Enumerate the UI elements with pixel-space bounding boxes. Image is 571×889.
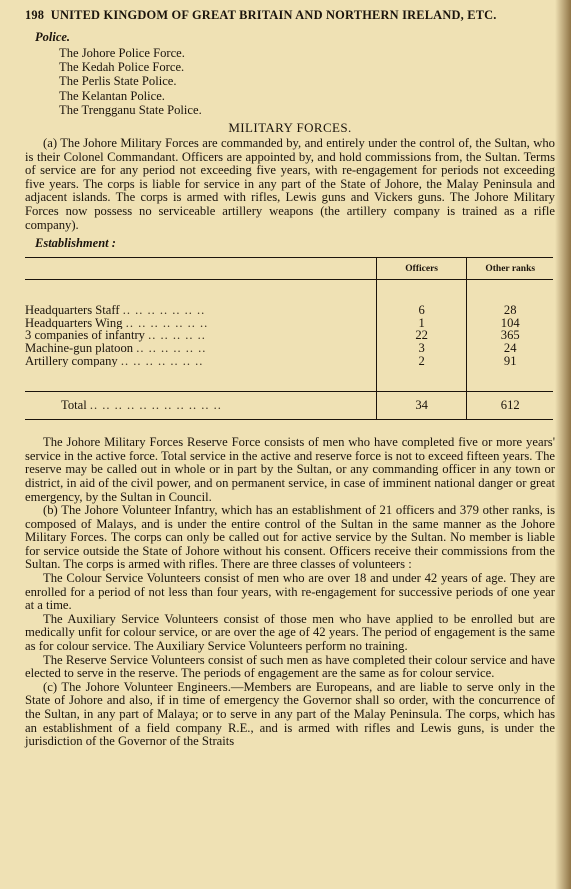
police-list: [59, 46, 555, 117]
table-cell-total-officers: 34: [376, 392, 467, 420]
list-item: The Kelantan Police.: [59, 88, 165, 103]
police-heading: Police.: [35, 30, 71, 44]
table-row: [25, 317, 553, 330]
table-cell-total-label: Total .. .. .. .. .. .. .. .. .. .. ..: [25, 392, 376, 420]
table-header-row: [25, 258, 553, 280]
table-cell-unit: Headquarters Wing .. .. .. .. .. .. ..: [25, 316, 209, 330]
auxiliary-service-paragraph: The Auxiliary Service Volunteers consist of those men who have applied to be enrolled but are medically unfit for colour service, or are over the age of 42 years. The period of engagement is the same as for colour service. The Auxiliary Service Volunteers perform no training.: [25, 611, 555, 654]
table-cell-other-ranks: 91: [467, 355, 553, 368]
page-edge-shadow: [555, 0, 571, 889]
military-heading: MILITARY FORCES.: [228, 120, 352, 136]
table-spacer: [25, 367, 553, 392]
table-cell-officers: 2: [376, 355, 467, 368]
table-row: [25, 355, 553, 368]
colour-service-paragraph: The Colour Service Volunteers consist of men who are over 18 and under 42 years of age. They are enrolled for a period of not less than four years, with re-engagement for successive periods of one year at a time.: [25, 571, 555, 613]
table-cell-unit: Artillery company .. .. .. .. .. .. ..: [25, 354, 204, 368]
table-cell-total-other-ranks: 612: [467, 392, 553, 420]
table-cell-unit: Machine-gun platoon .. .. .. .. .. ..: [25, 341, 207, 355]
table-cell-officers: 6: [376, 304, 467, 317]
table-cell-other-ranks: 24: [467, 342, 553, 355]
list-item: The Perlis State Police.: [59, 74, 177, 89]
paragraph-c: (c) The Johore Volunteer Engineers.—Members are Europeans, and are liable to serve only in the State of Johore and also, if in time of emergency the Governor shall so order, with the concurrence of the Sultan, in any part of Malaya; or to serve in any part of the Malay Peninsula. The corps, which has an establishment of a field company R.E., and is armed with rifles and Lewis guns, is under the jurisdiction of the Governor of the Straits: [25, 679, 555, 749]
table-header-officers: Officers: [376, 258, 467, 280]
table-row: [25, 342, 553, 355]
running-title: UNITED KINGDOM OF GREAT BRITAIN AND NORTHERN IRELAND, ETC.: [50, 8, 497, 22]
table-spacer: [25, 280, 553, 305]
establishment-label: Establishment :: [35, 236, 116, 251]
table-cell-other-ranks: 365: [467, 329, 553, 342]
table-row: [25, 304, 553, 317]
reserve-service-paragraph: The Reserve Service Volunteers consist of such men as have completed their colour service and have elected to serve in the reserve. The periods of engagement are the same as for colour service.: [25, 652, 555, 681]
page-number: 198: [25, 8, 45, 22]
list-item: The Johore Police Force.: [59, 46, 185, 60]
table-total-row: [25, 392, 553, 420]
table-cell-other-ranks: 28: [467, 304, 553, 317]
table-header-other-ranks: Other ranks: [467, 258, 553, 280]
list-item: The Trengganu State Police.: [59, 102, 202, 117]
table-cell-officers: 1: [376, 317, 467, 330]
table-cell-unit: Headquarters Staff .. .. .. .. .. .. ..: [25, 304, 206, 317]
paragraph-b: (b) The Johore Volunteer Infantry, which has an establishment of 21 officers and 379 other ranks, is composed of Malays, and is under the entire control of the Sultan in the same manner as the Johore Military Forces. The corps can only be called out for active service by the Sultan. No member is liable for service outside the State of Johore without his consent. Officers receive their commissions from the Sultan. The corps is armed with rifles. There are three classes of volunteers :: [25, 503, 555, 572]
table-cell-other-ranks: 104: [467, 317, 553, 330]
list-item: The Kedah Police Force.: [59, 60, 185, 75]
table-header-unit: [25, 258, 376, 280]
establishment-table: [25, 257, 553, 420]
reserve-paragraph: The Johore Military Forces Reserve Force consists of men who have completed five or more years' service in the active force. Total service in the active and reserve force is not to exceed fifteen years. The reserve may be called out in whole or in part by the Sultan, or any commanding officer in any town or district, in aid of the civil power, and on permanent service, in case of imminent national danger or great emergency, by the Sultan in Council.: [25, 435, 555, 504]
table-cell-officers: 3: [376, 342, 467, 355]
paragraph-a: (a) The Johore Military Forces are commanded by, and entirely under the control of, the Sultan, who is their Colonel Commandant. Officers are appointed by, and hold commissions from, the Sultan. Terms of service are for any period not exceeding five years, with re-engagement for periods not exceeding five years. The corps is liable for service in any part of the State of Johore, the Malay Peninsula and adjacent islands. The corps is armed with rifles, Lewis guns and Vickers guns. The Johore Military Forces now possess no serviceable artillery weapons (the artillery company is trained as a rifle company).: [25, 136, 555, 232]
table-cell-officers: 22: [376, 329, 467, 342]
running-head: [25, 8, 555, 23]
table-row: [25, 329, 553, 342]
table-cell-unit: 3 companies of infantry .. .. .. .. ..: [25, 329, 206, 342]
